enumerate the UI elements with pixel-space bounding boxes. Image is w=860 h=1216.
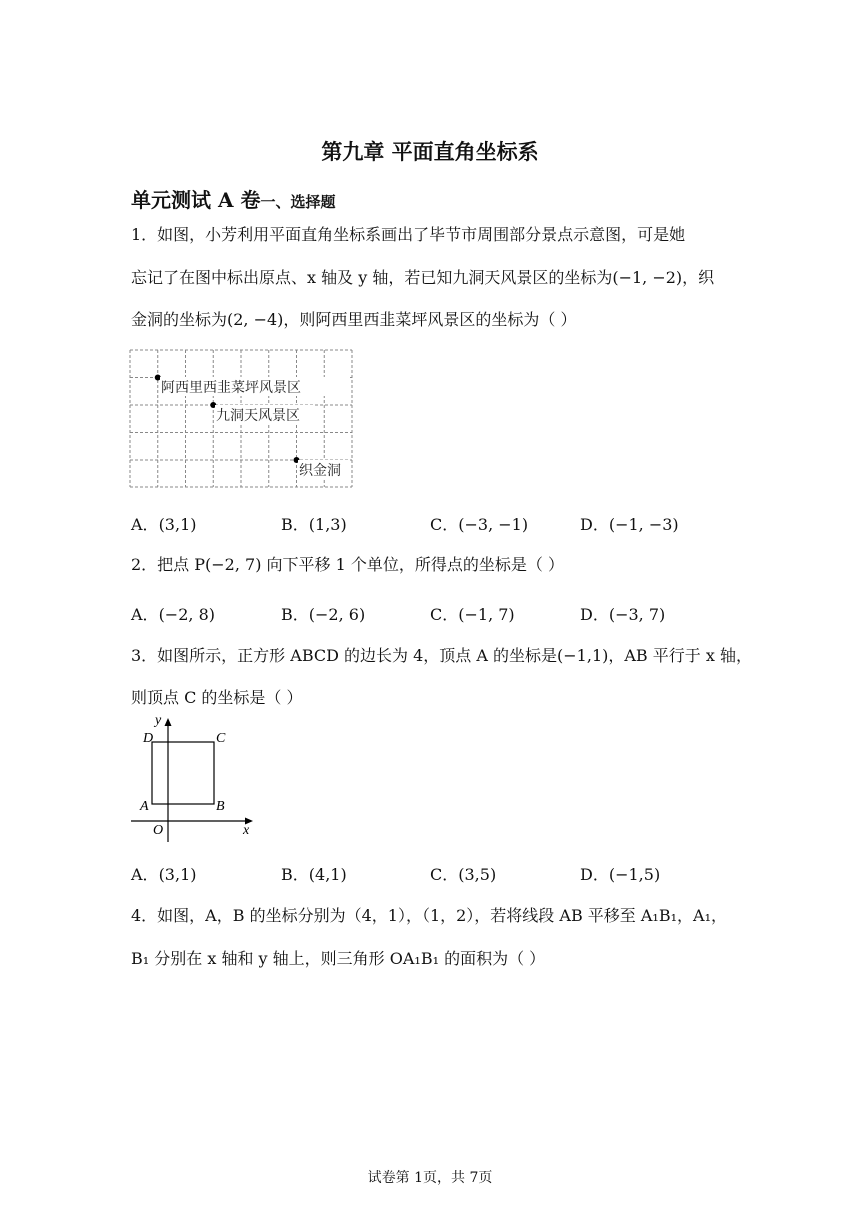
option-key: B． xyxy=(281,865,309,884)
option-value: (−1, −3) xyxy=(608,515,679,534)
q1-line-2: 忘记了在图中标出原点、x 轴及 y 轴，若已知九洞天风景区的坐标为(−1, −2)，织 xyxy=(131,268,715,287)
origin-label: O xyxy=(153,823,164,838)
option-value: (−1,5) xyxy=(608,865,661,884)
option-value: (−2, 8) xyxy=(158,605,215,624)
option-value: (−3, −1) xyxy=(458,515,529,534)
y-axis-label: y xyxy=(155,713,162,728)
q1-option-c xyxy=(430,512,528,535)
q3-option-d xyxy=(580,862,660,885)
q3-line-2: 则顶点 C 的坐标是（ ） xyxy=(131,688,303,707)
page-footer: 试卷第 1页，共 7页 xyxy=(367,1170,493,1186)
unit-prefix: 单元测试 A 卷 xyxy=(131,188,261,212)
option-key: A． xyxy=(131,865,159,884)
option-value: (4,1) xyxy=(308,865,347,884)
q2-option-a xyxy=(131,602,215,625)
q1-option-b xyxy=(281,512,347,535)
option-value: (−3, 7) xyxy=(608,605,666,624)
vertex-d-label: D xyxy=(143,731,154,746)
option-key: C． xyxy=(430,605,459,624)
x-axis-label: x xyxy=(243,823,250,838)
axi-scenic-point xyxy=(155,375,161,381)
option-key: B． xyxy=(281,515,309,534)
option-value: (1,3) xyxy=(308,515,347,534)
zhijindong-label: 织金洞 xyxy=(299,463,341,479)
option-key: C． xyxy=(430,865,459,884)
q2-line-1: 2．把点 P(−2, 7) 向下平移 1 个单位，所得点的坐标是（ ） xyxy=(131,555,564,574)
q3-option-b xyxy=(281,862,347,885)
vertex-b-label: B xyxy=(216,799,225,814)
option-value: (−2, 6) xyxy=(308,605,366,624)
q1-scenic-map-figure xyxy=(129,349,355,489)
option-value: (−1, 7) xyxy=(458,605,515,624)
option-value: (3,1) xyxy=(158,865,197,884)
q2-option-d xyxy=(580,602,665,625)
option-key: D． xyxy=(580,865,609,884)
jiudongtian-label: 九洞天风景区 xyxy=(216,408,300,424)
option-key: C． xyxy=(430,515,459,534)
option-value: (3,5) xyxy=(458,865,497,884)
square-abcd xyxy=(152,742,214,804)
q3-line-1: 3．如图所示，正方形 ABCD 的边长为 4，顶点 A 的坐标是(−1,1)，AB 平行于 x 轴， xyxy=(131,646,752,665)
option-key: A． xyxy=(131,605,159,624)
unit-heading xyxy=(131,184,335,213)
option-value: (3,1) xyxy=(158,515,197,534)
q3-option-a xyxy=(131,862,197,885)
q1-line-1: 1．如图，小芳利用平面直角坐标系画出了毕节市周围部分景点示意图，可是她 xyxy=(131,225,686,244)
q1-option-d xyxy=(580,512,679,535)
q2-option-b xyxy=(281,602,365,625)
q4-line-1: 4．如图，A，B 的坐标分别为（4，1），（1，2），若将线段 AB 平移至 A₁B₁，A₁， xyxy=(131,906,727,925)
page-title: 第九章 平面直角坐标系 xyxy=(321,139,539,164)
q3-square-figure xyxy=(129,710,259,845)
vertex-a-label: A xyxy=(140,799,149,814)
q2-option-c xyxy=(430,602,515,625)
q3-option-c xyxy=(430,862,496,885)
q1-line-3: 金洞的坐标为(2, −4)，则阿西里西韭菜坪风景区的坐标为（ ） xyxy=(131,310,577,329)
y-axis-arrow xyxy=(165,718,172,726)
option-key: D． xyxy=(580,515,609,534)
section-label: 一、选择题 xyxy=(260,193,336,211)
option-key: A． xyxy=(131,515,159,534)
q1-option-a xyxy=(131,512,197,535)
axi-scenic-label: 阿西里西韭菜坪风景区 xyxy=(161,380,301,396)
option-key: D． xyxy=(580,605,609,624)
q4-line-2: B₁ 分别在 x 轴和 y 轴上，则三角形 OA₁B₁ 的面积为（ ） xyxy=(131,949,546,968)
option-key: B． xyxy=(281,605,309,624)
vertex-c-label: C xyxy=(216,731,226,746)
